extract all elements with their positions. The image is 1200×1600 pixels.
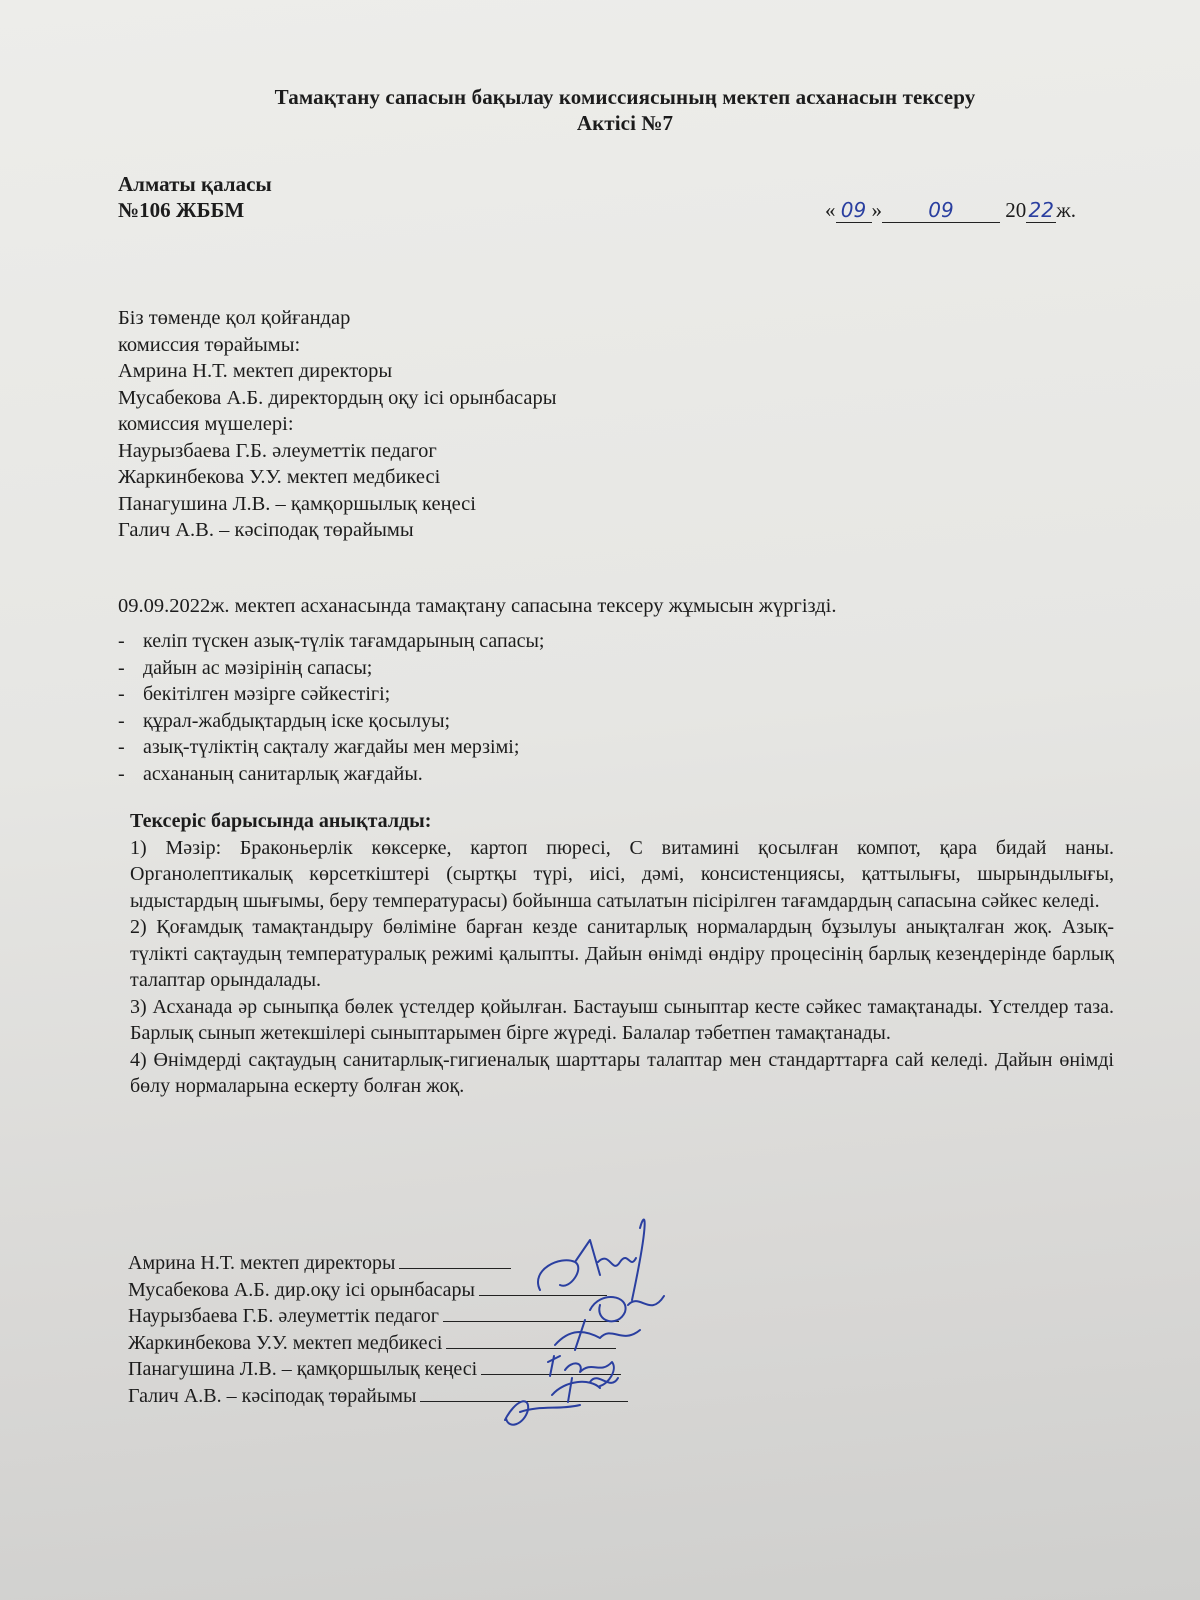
intro-line: Біз төменде қол қойғандар xyxy=(118,307,351,329)
city-label: Алматы қаласы xyxy=(118,172,272,196)
intro-line: комиссия мүшелері: xyxy=(118,413,294,435)
date-year: 22 xyxy=(1026,198,1056,223)
inspection-statement: 09.09.2022ж. мектеп асханасында тамақтану сапасына тексеру жұмысын жүргізді. xyxy=(118,595,837,617)
signature-row: Панагушина Л.В. – қамқоршылық кеңесі xyxy=(128,1356,628,1383)
signature-line xyxy=(443,1303,619,1322)
intro-line: Мусабекова А.Б. директордың оқу ісі орынбасары xyxy=(118,386,557,409)
finding-paragraph: 3) Асханада әр сыныпқа бөлек үстелдер қойылған. Бастауыш сыныптар кесте сәйкес тамақтанады. Үстелдер таза. Барлық сынып жетекшілері сыныптарымен бірге жүреді. Балалар тәбетпен тамақтанады. xyxy=(130,995,1114,1044)
list-item: - асхананың санитарлық жағдайы. xyxy=(118,761,544,788)
signature-line xyxy=(420,1383,628,1402)
signature-line xyxy=(399,1250,511,1269)
signature-line xyxy=(479,1277,607,1296)
list-item: - бекітілген мәзірге сәйкестігі; xyxy=(118,681,544,708)
signature-block xyxy=(128,1250,628,1409)
date-day: 09 xyxy=(836,198,872,223)
act-date: « 09 » 09 20 22 ж. xyxy=(825,198,1077,222)
signature-row: Амрина Н.Т. мектеп директоры xyxy=(128,1250,628,1277)
finding-paragraph: 4) Өнімдерді сақтаудың санитарлық-гигиеналық шарттары талаптар мен стандарттарға сай келеді. Дайын өнімді бөлу нормаларына ескерту болған жоқ. xyxy=(130,1048,1114,1097)
intro-line: Амрина Н.Т. мектеп директоры xyxy=(118,360,393,382)
finding-paragraph: 2) Қоғамдық тамақтандыру бөліміне барған кезде санитарлық нормалардың бұзылуы анықталған жоқ. Азық-түлікті сақтаудың температуралық режимі қалыпты. Дайын өнімді өндіру процесінің барлық кезеңдерінде барлық талаптар орындалады. xyxy=(130,916,1114,991)
date-month: 09 xyxy=(882,198,1000,223)
checks-list xyxy=(118,628,544,787)
list-item: - азық-түліктің сақталу жағдайы мен мерзімі; xyxy=(118,734,544,761)
signature-row: Жаркинбекова У.У. мектеп медбикесі xyxy=(128,1330,628,1357)
signature-line xyxy=(481,1356,621,1375)
list-item: - келіп түскен азық-түлік тағамдарының сапасы; xyxy=(118,628,544,655)
document-title xyxy=(0,84,1200,136)
signature-row: Мусабекова А.Б. дир.оқу ісі орынбасары xyxy=(128,1277,628,1304)
intro-line: Жаркинбекова У.У. мектеп медбикесі xyxy=(118,466,441,488)
intro-line: Наурызбаева Г.Б. әлеуметтік педагог xyxy=(118,439,437,462)
signature-row: Галич А.В. – кәсіподақ төрайымы xyxy=(128,1383,628,1410)
intro-line: Галич А.В. – кәсіподақ төрайымы xyxy=(118,519,414,541)
intro-line: Панагушина Л.В. – қамқоршылық кеңесі xyxy=(118,492,476,515)
findings-section xyxy=(130,808,1114,1100)
signature-line xyxy=(446,1330,616,1349)
intro-line: комиссия төрайымы: xyxy=(118,333,301,356)
signature-row: Наурызбаева Г.Б. әлеуметтік педагог xyxy=(128,1303,628,1330)
title-line-1: Тамақтану сапасын бақылау комиссиясының мектеп асханасын тексеру xyxy=(274,85,976,109)
findings-heading: Тексеріс барысында анықталды: xyxy=(130,810,432,832)
title-line-2: Актісі №7 xyxy=(576,111,674,135)
school-label: №106 ЖББМ xyxy=(118,198,245,222)
finding-paragraph: 1) Мәзір: Браконьерлік көксерке, картоп пюресі, С витамині қосылған компот, қара бидай наны. Органолептикалық көрсеткіштері (сыртқы түрі, иісі, дәмі, консистенциясы, қаттылығы, шырындылығы, ыдыстардың шығымы, беру температурасы) бойынша сатылатын пісірілген тағамдардың сапасына сәйкес келеді. xyxy=(130,836,1114,912)
list-item: - дайын ас мәзірінің сапасы; xyxy=(118,655,544,682)
intro-block xyxy=(118,305,557,544)
list-item: - құрал-жабдықтардың іске қосылуы; xyxy=(118,708,544,735)
